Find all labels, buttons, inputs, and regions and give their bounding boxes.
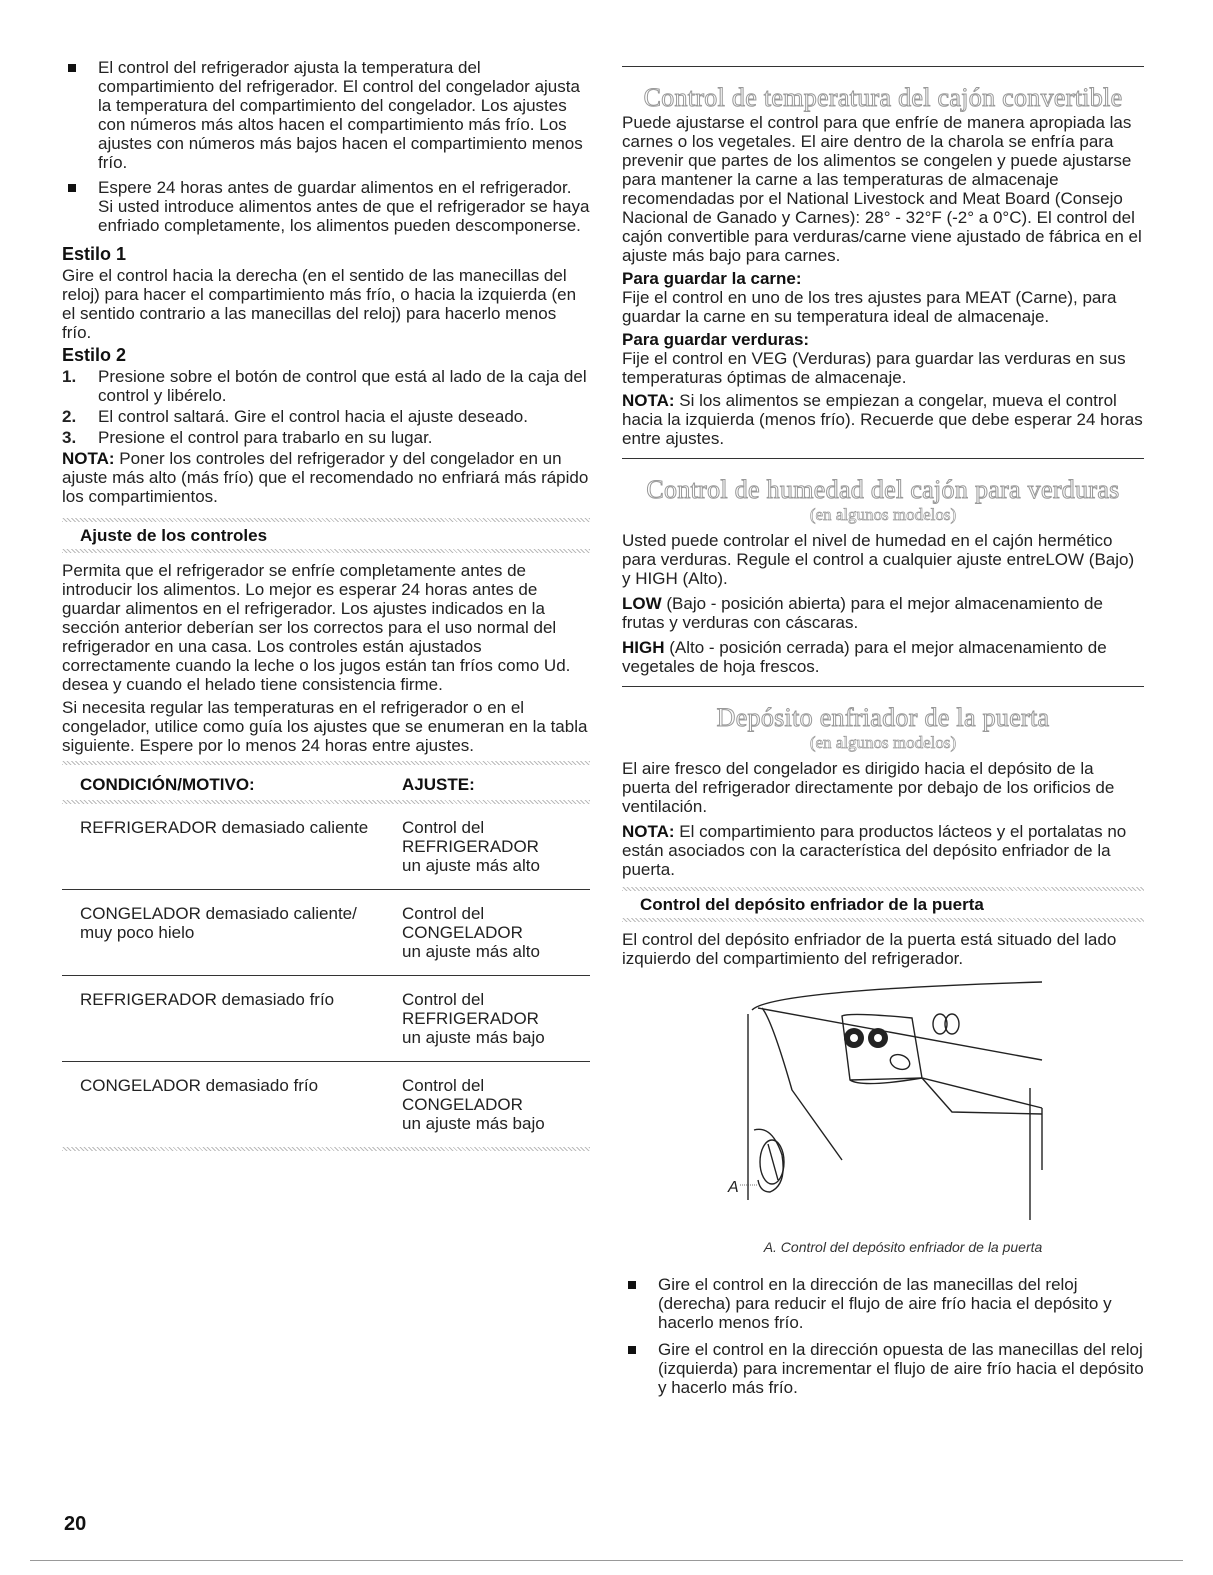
table-cell-condition: CONGELADOR demasiado frío [80,1076,319,1095]
hatched-divider [62,761,590,765]
table-cell-adjust: Control del CONGELADOR un ajuste más bajo [402,1076,545,1133]
section-subtitle: (en algunos modelos) [809,733,957,752]
left-column [62,58,590,1151]
bullet-text: Gire el control en la dirección opuesta de las manecillas del reloj (izquierda) para incrementar el flujo de aire frío hacia el depósito y hacerlo más frío. [658,1340,1144,1397]
estilo1-text: Gire el control hacia la derecha (en el sentido de las manecillas del reloj) para hacer el compartimiento más frío, o hacia la izquierda (en el sentido contrario a las manecillas del reloj) para hacerlo menos frío. [62,266,577,342]
nota-paragraph [622,822,1144,879]
ajuste-paragraph: Si necesita regular las temperaturas en el refrigerador o en el congelador, utilice como guía los ajustes que se enumeran en la tabla siguiente. Espere por lo menos 24 horas entre ajustes. [62,698,588,755]
nota-text: Si los alimentos se empiezan a congelar, mueva el control hacia la izquierda (menos frío). Recuerde que debe esperar 24 horas entre ajustes. [622,391,1143,448]
table-header-condition: CONDICIÓN/MOTIVO: [80,775,255,794]
high-label: HIGH [622,638,665,657]
section-title-humidity: Control de humedad del cajón para verduras [646,475,1120,504]
table-cell-adjust: Control del REFRIGERADOR un ajuste más bajo [402,976,590,1062]
figure-callout-label: A [728,1179,739,1196]
section-subtitle: (en algunos modelos) [809,505,957,524]
control-heading: Control del depósito enfriador de la puerta [640,895,984,914]
bullet-text: El control del refrigerador ajusta la temperatura del compartimiento del refrigerador. El control del congelador ajusta la temperatura del compartimiento del congelador. Los ajustes con números más altos hacen el compartimiento más frío. Los ajustes con números más bajos hacen el compartimiento menos frío. [98,58,583,172]
step-item [62,428,590,447]
table-row [62,804,590,890]
table-row [62,890,590,976]
step-number: 2. [62,407,77,426]
nota-paragraph [622,391,1144,448]
convertible-paragraph: Puede ajustarse el control para que enfríe de manera apropiada las carnes o los vegetales. El aire dentro de la charola se enfría para prevenir que partes de los alimentos se congelen y puede ajustarse para mantener la carne a las temperaturas de almacenaje recomendadas por el National Livestock and Meat Board (Consejo Nacional de Ganado y Carnes): 28° - 32°F (-2° a 0°C). El control del cajón convertible para verduras/carne viene ajustado de fábrica en el ajuste más bajo para carnes. [622,113,1142,265]
door-bin-paragraph: El aire fresco del congelador es dirigido hacia el depósito de la puerta del refrigerador directamente por debajo de los orificios de ventilación. [622,759,1115,816]
bullet-item [62,58,590,172]
step-number: 3. [62,428,77,447]
step-item [62,407,590,426]
high-text: (Alto - posición cerrada) para el mejor almacenamiento de vegetales de hoja frescos. [622,638,1107,676]
low-text: (Bajo - posición abierta) para el mejor almacenamiento de frutas y verduras con cáscaras. [622,594,1103,632]
section-title-door-bin: Depósito enfriador de la puerta [716,703,1050,732]
refrigerator-control-drawing [622,980,1144,1236]
table-cell-adjust: Control del REFRIGERADOR un ajuste más alto [402,804,590,890]
nota-label: NOTA: [62,449,115,468]
table-header-adjust: AJUSTE: [402,775,475,794]
adjustment-table [62,769,590,1147]
high-paragraph [622,638,1144,676]
step-text: El control saltará. Gire el control hacia el ajuste deseado. [98,407,528,426]
section-rule [622,458,1144,459]
nota-label: NOTA: [622,822,675,841]
bullet-text: Gire el control en la dirección de las manecillas del reloj (derecha) para reducir el flujo de aire frío hacia el depósito y hacerlo menos frío. [658,1275,1112,1332]
page-number: 20 [64,1513,87,1535]
step-text: Presione sobre el botón de control que está al lado de la caja del control y libérelo. [98,367,587,405]
control-text: El control del depósito enfriador de la puerta está situado del lado izquierdo del compartimiento del refrigerador. [622,930,1117,968]
low-label: LOW [622,594,662,613]
bullet-square-icon [628,1281,636,1289]
bullet-text: Espere 24 horas antes de guardar alimentos en el refrigerador. Si usted introduce alimentos antes de que el refrigerador se haya enfriado completamente, los alimentos pueden descomponerse. [98,178,590,235]
section-rule [622,686,1144,687]
nota-text: El compartimiento para productos lácteos y el portalatas no están asociados con la característica del depósito enfriador de la puerta. [622,822,1127,879]
ajuste-heading: Ajuste de los controles [80,526,268,545]
bullet-item [62,178,590,235]
hatched-divider [62,518,590,522]
table-cell-adjust: Control del CONGELADOR un ajuste más alto [402,890,590,976]
verduras-text: Fije el control en VEG (Verduras) para guardar las verduras en sus temperaturas óptimas de almacenaje. [622,349,1126,387]
estilo2-heading: Estilo 2 [62,345,127,365]
step-text: Presione el control para trabarlo en su lugar. [98,428,433,447]
humidity-paragraph: Usted puede controlar el nivel de humedad en el cajón hermético para verduras. Regule el control a cualquier ajuste entreLOW (Bajo) y HIGH (Alto). [622,531,1135,588]
hatched-divider [622,918,1144,922]
figure-caption: A. Control del depósito enfriador de la puerta [763,1239,1043,1255]
carne-text: Fije el control en uno de los tres ajustes para MEAT (Carne), para guardar la carne en su temperatura ideal de almacenaje. [622,288,1117,326]
ajuste-paragraph: Permita que el refrigerador se enfríe completamente antes de introducir los alimentos. Lo mejor es esperar 24 horas antes de guardar alimentos en el refrigerador. Los ajustes indicados en la sección anterior deberían ser los correctos para el uso normal del refrigerador en una casa. Los controles están ajustados correctamente cuando la leche o los jugos están tan fríos como Ud. desea y cuando el helado tiene consistencia firme. [62,561,571,694]
table-cell-condition: REFRIGERADOR demasiado caliente [62,804,402,890]
step-number: 1. [62,367,77,386]
door-bin-illustration [622,980,1144,1236]
bullet-square-icon [68,64,76,72]
low-paragraph [622,594,1144,632]
carne-heading: Para guardar la carne: [622,269,802,288]
verduras-heading: Para guardar verduras: [622,330,810,349]
bullet-square-icon [68,184,76,192]
hatched-divider [62,549,590,553]
bullet-item [622,1340,1144,1397]
table-cell-condition: CONGELADOR demasiado caliente/ muy poco hielo [62,890,402,976]
hatched-divider [622,887,1144,891]
bullet-square-icon [628,1346,636,1354]
table-cell-condition: REFRIGERADOR demasiado frío [62,976,402,1062]
nota-paragraph [62,449,590,506]
table-row [62,976,590,1062]
nota-text: Poner los controles del refrigerador y del congelador en un ajuste más alto (más frío) que el recomendado no enfriará más rápido los compartimientos. [62,449,589,506]
footer-rule [30,1560,1183,1561]
section-title-convertible: Control de temperatura del cajón convertible [643,83,1123,112]
right-column [622,66,1144,1403]
nota-label: NOTA: [622,391,675,410]
step-item [62,367,590,405]
section-rule [622,66,1144,67]
estilo1-heading: Estilo 1 [62,244,127,264]
bullet-item [622,1275,1144,1332]
hatched-divider [62,1147,590,1151]
table-row [62,1062,590,1148]
